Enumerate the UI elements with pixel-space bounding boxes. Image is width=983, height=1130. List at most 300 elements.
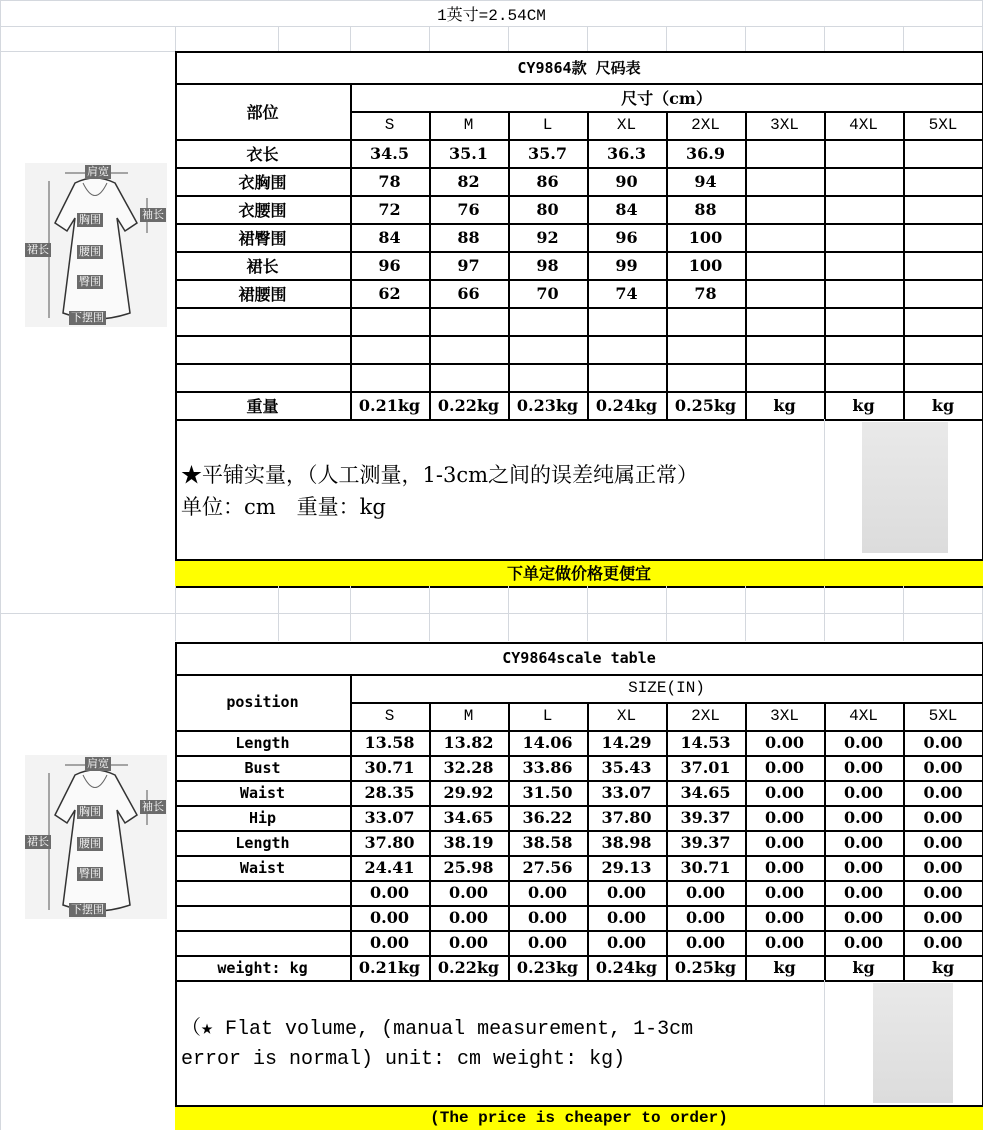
gridline <box>175 586 176 641</box>
cell-value: 37.80 <box>601 808 652 827</box>
cell-value: kg <box>931 958 955 977</box>
gridline <box>666 702 668 980</box>
row-label: Length <box>235 733 290 752</box>
gridline <box>175 307 983 309</box>
cell-value: 0.00 <box>528 908 567 927</box>
gridline <box>745 586 746 641</box>
diagram-label: 裙长 <box>27 835 49 848</box>
size-col-5xl: 5XL <box>928 116 958 134</box>
diagram-label: 袖长 <box>142 208 164 221</box>
gridline <box>175 674 983 676</box>
gridline <box>175 391 983 393</box>
row-label: 重量 <box>246 396 279 416</box>
cell-value: 0.00 <box>844 783 883 802</box>
cell-value: 0.00 <box>844 883 883 902</box>
cell-value: 34.65 <box>680 783 731 802</box>
gridline <box>429 702 431 980</box>
gridline <box>175 363 983 365</box>
cell-value: 0.00 <box>923 808 963 827</box>
cell-value: 37.80 <box>364 833 415 852</box>
diagram-label: 袖长 <box>142 800 164 813</box>
gridline <box>175 335 983 337</box>
row-label: 衣胸围 <box>238 172 287 192</box>
cell-value: 0.23kg <box>516 395 579 415</box>
gridline <box>903 26 904 51</box>
cell-value: 0.22kg <box>437 958 500 977</box>
size-col-s: S <box>384 116 395 134</box>
cell-value: 36.3 <box>607 143 646 163</box>
cell-value <box>745 251 824 279</box>
gridline <box>824 586 825 641</box>
gridline <box>175 642 177 980</box>
size-col-m: M <box>463 116 474 134</box>
cell-value: 0.25kg <box>674 395 737 415</box>
cell-value: 28.35 <box>364 783 415 802</box>
gridline <box>175 730 983 732</box>
size-header: 尺寸（cm） <box>621 88 712 108</box>
cell-value: 24.41 <box>364 858 415 877</box>
row-label: 裙腰围 <box>238 284 287 304</box>
gridline <box>508 586 509 641</box>
gridline <box>175 139 983 141</box>
gridline <box>824 111 826 419</box>
cell-value: kg <box>773 395 796 415</box>
cell-value: 70 <box>536 283 559 303</box>
cell-value: 29.92 <box>443 783 494 802</box>
size-col-4xl: 4XL <box>849 707 878 725</box>
cell-value <box>350 307 429 335</box>
cell-value <box>429 363 508 391</box>
cell-value <box>745 307 824 335</box>
cell-value: 36.9 <box>686 143 725 163</box>
gridline <box>175 980 983 982</box>
cell-value <box>587 335 666 363</box>
cell-value: 0.00 <box>686 883 725 902</box>
row-label <box>175 880 350 905</box>
size-col-m: M <box>463 707 474 725</box>
cell-value <box>745 139 824 167</box>
gridline <box>175 251 983 253</box>
cell-value <box>745 363 824 391</box>
cell-value: 0.21kg <box>358 958 421 977</box>
cell-value <box>745 195 824 223</box>
gridline <box>175 955 983 957</box>
cell-value: 39.37 <box>680 808 731 827</box>
gridline <box>666 26 667 51</box>
cell-value <box>745 335 824 363</box>
row-label <box>175 930 350 955</box>
gridline <box>587 702 589 980</box>
diagram-label: 下摆围 <box>71 311 104 324</box>
cell-value: 94 <box>694 171 717 191</box>
gridline <box>903 586 904 641</box>
cell-value: 96 <box>615 227 638 247</box>
gridline <box>175 880 983 882</box>
gridline <box>0 0 1 1130</box>
cell-value <box>903 363 983 391</box>
cell-value: 78 <box>694 283 717 303</box>
cell-value: 30.71 <box>680 858 731 877</box>
cell-value <box>824 363 903 391</box>
row-label <box>175 363 350 391</box>
cell-value: 13.82 <box>443 733 494 752</box>
price-banner: (The price is cheaper to order) <box>175 1105 983 1130</box>
row-label: Length <box>235 833 290 852</box>
cell-value: 0.00 <box>765 933 804 952</box>
cell-value: 88 <box>457 227 480 247</box>
cell-value <box>824 195 903 223</box>
gridline <box>666 111 668 419</box>
gridline <box>175 26 176 51</box>
cell-value: 37.01 <box>680 758 731 777</box>
gridline <box>824 26 825 51</box>
cell-value: 25.98 <box>443 858 494 877</box>
cell-value <box>508 363 587 391</box>
cell-value <box>745 223 824 251</box>
row-label: weight: kg <box>217 958 308 977</box>
cell-value <box>903 167 983 195</box>
row-label: 裙臀围 <box>238 228 287 248</box>
unit-note: error is normal) unit: cm weight: kg) <box>181 1048 626 1071</box>
gridline <box>0 613 983 614</box>
measurement-note: ★平铺实量，（人工测量，1-3cm之间的误差纯属正常） <box>181 463 698 487</box>
gridline <box>429 111 431 419</box>
row-label: 裙长 <box>246 256 279 276</box>
cell-value <box>903 279 983 307</box>
gridline <box>587 26 588 51</box>
gridline <box>587 586 588 641</box>
table-title: CY9864款 尺码表 <box>517 58 641 77</box>
gridline <box>745 111 747 419</box>
size-col-4xl: 4XL <box>849 116 878 134</box>
cell-value <box>824 139 903 167</box>
diagram-label: 腰围 <box>79 837 101 850</box>
cell-value: 0.24kg <box>595 395 658 415</box>
cell-value: 0.00 <box>370 933 409 952</box>
cell-value: 98 <box>536 255 559 275</box>
cell-value: 0.00 <box>765 783 804 802</box>
table-title: CY9864scale table <box>502 649 656 667</box>
cell-value <box>903 335 983 363</box>
cell-value: 0.00 <box>923 758 963 777</box>
cell-value: 99 <box>615 255 638 275</box>
cell-value: 0.00 <box>844 758 883 777</box>
cell-value: 38.58 <box>522 833 573 852</box>
cell-value: 90 <box>615 171 638 191</box>
gridline <box>824 702 826 980</box>
gridline <box>824 980 825 1105</box>
gridline <box>175 586 983 588</box>
size-col-xl: XL <box>616 116 637 134</box>
cell-value: 0.00 <box>844 808 883 827</box>
cell-value: kg <box>931 395 955 415</box>
cell-value: 31.50 <box>522 783 573 802</box>
cell-value: 0.00 <box>765 758 804 777</box>
row-label: Waist <box>239 783 286 802</box>
gridline <box>350 83 352 419</box>
cell-value: 0.00 <box>844 833 883 852</box>
measurement-note: （★ Flat volume, (manual measurement, 1-3cm <box>181 1018 694 1041</box>
cell-value: 0.00 <box>528 883 567 902</box>
gridline <box>824 419 825 559</box>
garment-diagram <box>25 755 167 919</box>
gridline <box>745 702 747 980</box>
diagram-label: 臀围 <box>79 275 101 288</box>
cell-value: 0.00 <box>528 933 567 952</box>
cell-value <box>903 251 983 279</box>
cell-value: 0.00 <box>844 733 883 752</box>
gridline <box>175 419 983 421</box>
cell-value <box>587 363 666 391</box>
gridline <box>745 26 746 51</box>
cell-value <box>745 279 824 307</box>
size-col-s: S <box>384 707 395 725</box>
row-label <box>175 335 350 363</box>
gridline <box>175 780 983 782</box>
cell-value: 0.00 <box>370 908 409 927</box>
cell-value: 0.00 <box>844 858 883 877</box>
unit-note: 单位：cm 重量：kg <box>181 495 386 519</box>
cell-value <box>350 335 429 363</box>
size-col-3xl: 3XL <box>770 116 799 134</box>
cell-value: 0.00 <box>686 908 725 927</box>
cell-value: 38.98 <box>601 833 652 852</box>
cell-value: 92 <box>536 227 559 247</box>
cell-value: 0.00 <box>844 933 883 952</box>
cell-value: 0.00 <box>923 733 963 752</box>
cell-value: 0.00 <box>765 833 804 852</box>
cell-value: 0.00 <box>686 933 725 952</box>
cell-value: 74 <box>615 283 638 303</box>
gridline <box>508 26 509 51</box>
cell-value: 0.21kg <box>358 395 421 415</box>
size-col-l: L <box>542 707 553 725</box>
cell-value: 84 <box>615 199 638 219</box>
cell-value: 14.53 <box>680 733 731 752</box>
gridline <box>175 51 983 53</box>
cell-value <box>350 363 429 391</box>
cell-value: 96 <box>378 255 401 275</box>
row-label: Bust <box>244 758 281 777</box>
gridline <box>350 26 351 51</box>
gridline <box>429 26 430 51</box>
cell-value: 0.00 <box>765 883 804 902</box>
cell-value: 0.00 <box>765 808 804 827</box>
cell-value: 14.29 <box>601 733 652 752</box>
cell-value: 78 <box>378 171 401 191</box>
size-header: SIZE(IN) <box>628 679 705 697</box>
cell-value: 0.00 <box>923 933 963 952</box>
diagram-label: 臀围 <box>79 867 101 880</box>
price-banner: 下单定做价格更便宜 <box>175 559 983 586</box>
gridline <box>666 586 667 641</box>
cell-value: kg <box>773 958 796 977</box>
cell-value: 86 <box>536 171 559 191</box>
cell-value: 0.00 <box>844 908 883 927</box>
gridline <box>903 111 905 419</box>
cell-value: 0.00 <box>607 933 646 952</box>
cell-value <box>824 335 903 363</box>
cell-value: 35.43 <box>601 758 652 777</box>
cell-value <box>824 279 903 307</box>
cell-value <box>824 167 903 195</box>
cell-value <box>429 335 508 363</box>
diagram-label: 肩宽 <box>87 165 109 178</box>
cell-value: 0.25kg <box>674 958 737 977</box>
cell-value: 36.22 <box>522 808 573 827</box>
gridline <box>175 83 983 85</box>
cell-value: 39.37 <box>680 833 731 852</box>
cell-value: kg <box>852 958 875 977</box>
garment-diagram <box>25 163 167 327</box>
gridline <box>0 0 983 1</box>
product-photo <box>862 422 948 553</box>
cell-value <box>666 307 745 335</box>
cell-value: 100 <box>688 227 723 247</box>
conversion-note: 1英寸=2.54CM <box>437 6 546 25</box>
cell-value: 0.23kg <box>516 958 579 977</box>
size-col-3xl: 3XL <box>770 707 799 725</box>
cell-value: 0.00 <box>607 883 646 902</box>
gridline <box>350 674 352 980</box>
diagram-label: 腰围 <box>79 245 101 258</box>
row-label: Waist <box>239 858 286 877</box>
cell-value <box>824 307 903 335</box>
gridline <box>903 702 905 980</box>
cell-value <box>824 251 903 279</box>
cell-value: 0.22kg <box>437 395 500 415</box>
row-label <box>175 905 350 930</box>
size-col-5xl: 5XL <box>928 707 958 725</box>
diagram-label: 裙长 <box>27 243 49 256</box>
gridline <box>0 26 983 27</box>
gridline <box>175 755 983 757</box>
product-photo <box>873 983 953 1103</box>
size-col-xl: XL <box>616 707 637 725</box>
cell-value: 32.28 <box>443 758 494 777</box>
cell-value: 0.00 <box>923 858 963 877</box>
cell-value: 27.56 <box>522 858 573 877</box>
cell-value: 33.86 <box>522 758 573 777</box>
gridline <box>508 702 510 980</box>
gridline <box>175 51 177 419</box>
diagram-label: 肩宽 <box>87 757 109 770</box>
gridline <box>429 586 430 641</box>
gridline <box>175 905 983 907</box>
cell-value: 0.00 <box>765 733 804 752</box>
cell-value: 14.06 <box>522 733 573 752</box>
cell-value: 100 <box>688 255 723 275</box>
gridline <box>278 586 279 641</box>
gridline <box>175 223 983 225</box>
cell-value: 33.07 <box>601 783 652 802</box>
gridline <box>175 195 983 197</box>
cell-value: 13.58 <box>364 733 415 752</box>
cell-value: 84 <box>378 227 401 247</box>
cell-value <box>666 335 745 363</box>
row-label: 衣腰围 <box>238 200 287 220</box>
position-header: 部位 <box>246 102 279 122</box>
cell-value: 0.00 <box>765 908 804 927</box>
gridline <box>175 559 983 561</box>
cell-value: 0.00 <box>449 883 488 902</box>
gridline <box>175 642 983 644</box>
gridline <box>175 279 983 281</box>
cell-value: 34.65 <box>443 808 494 827</box>
gridline <box>175 1105 983 1107</box>
gridline <box>175 930 983 932</box>
cell-value: 0.00 <box>607 908 646 927</box>
cell-value <box>508 307 587 335</box>
cell-value: 76 <box>457 199 480 219</box>
gridline <box>175 167 983 169</box>
diagram-label: 胸围 <box>79 805 101 818</box>
cell-value: 0.00 <box>923 883 963 902</box>
position-header: position <box>226 693 299 711</box>
cell-value: 62 <box>378 283 401 303</box>
cell-value: kg <box>852 395 875 415</box>
gridline <box>587 111 589 419</box>
gridline <box>175 830 983 832</box>
cell-value: 29.13 <box>601 858 652 877</box>
cell-value: 34.5 <box>370 143 409 163</box>
cell-value: 88 <box>694 199 717 219</box>
cell-value <box>903 139 983 167</box>
cell-value: 72 <box>378 199 401 219</box>
cell-value <box>903 223 983 251</box>
cell-value <box>903 307 983 335</box>
diagram-label: 下摆围 <box>71 903 104 916</box>
cell-value <box>587 307 666 335</box>
cell-value: 35.1 <box>449 143 488 163</box>
cell-value: 82 <box>457 171 480 191</box>
cell-value: 0.00 <box>923 783 963 802</box>
gridline <box>350 586 351 641</box>
gridline <box>278 26 279 51</box>
cell-value: 0.00 <box>765 858 804 877</box>
cell-value: 80 <box>536 199 559 219</box>
diagram-label: 胸围 <box>79 213 101 226</box>
size-col-2xl: 2XL <box>691 116 720 134</box>
cell-value <box>666 363 745 391</box>
cell-value: 30.71 <box>364 758 415 777</box>
cell-value: 66 <box>457 283 480 303</box>
gridline <box>175 855 983 857</box>
cell-value: 0.00 <box>923 908 963 927</box>
cell-value: 0.00 <box>449 933 488 952</box>
cell-value: 33.07 <box>364 808 415 827</box>
row-label: Hip <box>248 808 277 827</box>
cell-value <box>824 223 903 251</box>
row-label: 衣长 <box>246 144 279 164</box>
cell-value <box>429 307 508 335</box>
size-col-2xl: 2XL <box>691 707 720 725</box>
cell-value: 0.00 <box>449 908 488 927</box>
cell-value: 0.00 <box>370 883 409 902</box>
cell-value: 97 <box>457 255 480 275</box>
cell-value <box>745 167 824 195</box>
cell-value: 0.24kg <box>595 958 658 977</box>
size-col-l: L <box>542 116 553 134</box>
gridline <box>508 111 510 419</box>
cell-value: 38.19 <box>443 833 494 852</box>
cell-value <box>903 195 983 223</box>
row-label <box>175 307 350 335</box>
cell-value <box>508 335 587 363</box>
cell-value: 35.7 <box>528 143 567 163</box>
cell-value: 0.00 <box>923 833 963 852</box>
gridline <box>175 805 983 807</box>
